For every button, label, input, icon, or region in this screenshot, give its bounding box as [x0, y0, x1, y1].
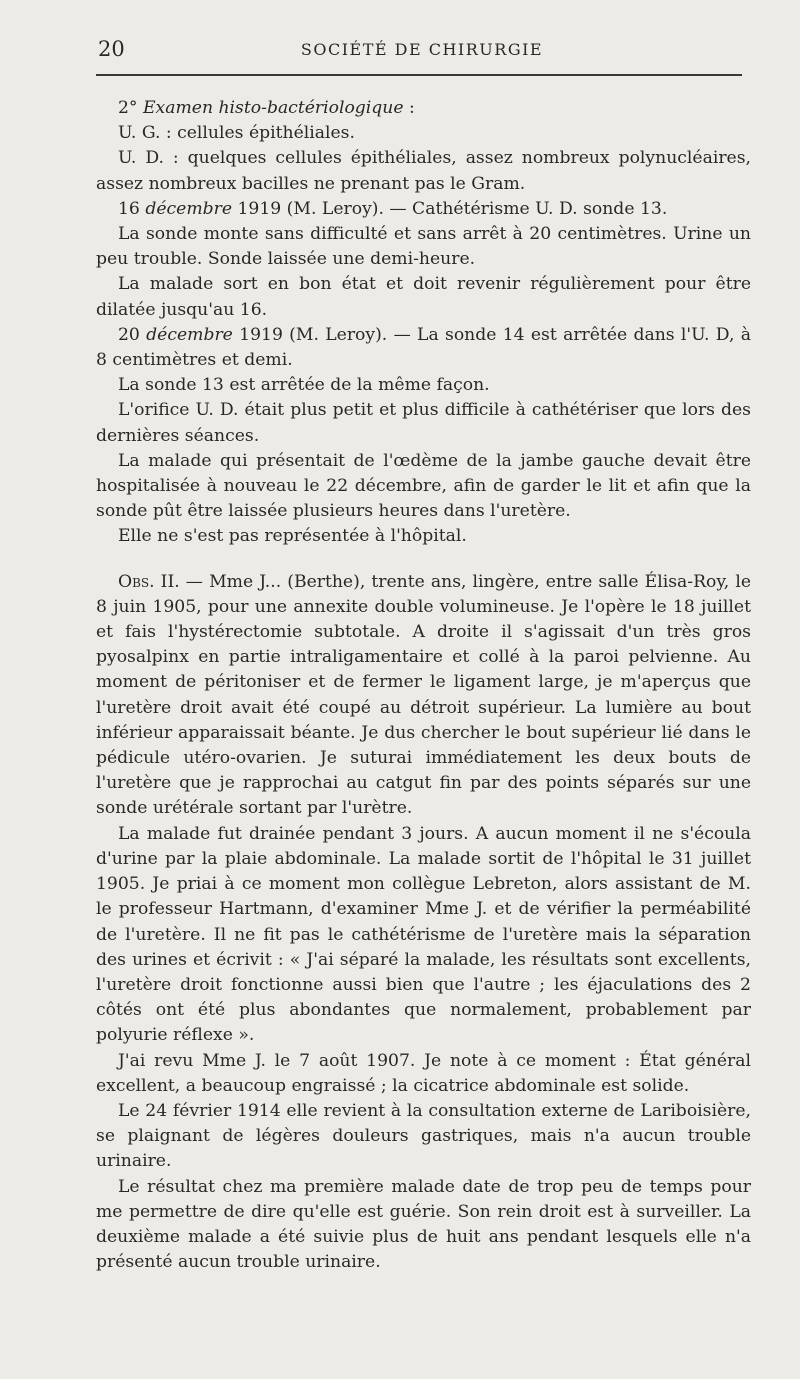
paragraph: La sonde 13 est arrêtée de la même façon. — [118, 375, 490, 396]
paragraph: L'orifice U. D. était plus petit et plus difficile à cathétériser que lors des dernières séances. — [96, 400, 751, 446]
paragraph: Le 24 février 1914 elle revient à la consultation externe de Lariboisière, se plaignant de légères douleurs gastriques, mais n'a aucun trouble urinaire. — [96, 1100, 751, 1172]
observation-label: Obs. II. — [118, 571, 180, 592]
paragraph: U. D. : quelques cellules épithéliales, assez nombreux polynucléaires, assez nombreux bacilles ne prenant pas le Gram. — [96, 148, 751, 194]
section-gap — [96, 550, 751, 570]
paragraph: Le résultat chez ma première malade date de trop peu de temps pour me permettre de dire qu'elle est guérie. Son rein droit est à surveiller. La deuxième malade a été suivie plus de huit ans pendant lesquels elle n'a présenté aucun trouble urinaire. — [96, 1176, 751, 1273]
paragraph: 16 décembre 1919 (M. Leroy). — Cathétérisme U. D. sonde 13. — [118, 198, 668, 219]
paragraph: La malade sort en bon état et doit revenir régulièrement pour être dilatée jusqu'au 16. — [96, 274, 751, 320]
paragraph: Elle ne s'est pas représentée à l'hôpital. — [118, 526, 467, 547]
paragraph: 20 décembre 1919 (M. Leroy). — La sonde 14 est arrêtée dans l'U. D, à 8 centimètres et demi. — [96, 324, 751, 371]
paragraph: J'ai revu Mme J. le 7 août 1907. Je note à ce moment : État général excellent, a beaucoup engraissé ; la cicatrice abdominale est solide. — [96, 1050, 751, 1096]
running-title: SOCIÉTÉ DE CHIRURGIE — [300, 40, 544, 59]
page-number: 20 — [98, 37, 125, 61]
paragraph: La malade qui présentait de l'œdème de la jambe gauche devait être hospitalisée à nouveau le 22 décembre, afin de garder le lit et afin que la sonde pût être laissée plusieurs heures dans l'uretère. — [96, 450, 751, 522]
paragraph: La malade fut drainée pendant 3 jours. A aucun moment il ne s'écoula d'urine par la plaie abdominale. La malade sortit de l'hôpital le 31 juillet 1905. Je priai à ce moment mon collègue Lebreton, alors assistant de M. le professeur Hartmann, d'examiner Mme J. et de vérifier la perméabilité de l'uretère. Il ne fit pas le cathétérisme de l'uretère mais la séparation des urines et écrivit : « J'ai séparé la malade, les résultats sont excellents, l'uretère droit fonctionne aussi bien que l'autre ; les éjaculations des 2 côtés ont été plus abondantes que normalement, probablement par polyurie réflexe ». — [96, 823, 751, 1046]
header-rule — [96, 74, 742, 76]
observation-paragraph: Obs. II. — Mme J... (Berthe), trente ans, lingère, entre salle Élisa-Roy, le 8 juin 1905, pour une annexite double volumineuse. Je l'opère le 18 juillet et fais l'hystérectomie subtotale. A droite il s'agissait d'un très gros pyosalpinx en partie intraligamentaire et collé à la paroi pelvienne. Au moment de péritoniser et de fermer le ligament large, je m'aperçus que l'uretère droit avait été coupé au détroit supérieur. La lumière au bout inférieur apparaissait béante. Je dus chercher le bout supérieur lié dans le pédicule utéro-ovarien. Je suturai immédiatement les deux bouts de l'uretère que je rapprochai au catgut fin par des points séparés sur une sonde urétérale sortant par l'urètre. — [96, 571, 751, 819]
body-text — [96, 96, 751, 1275]
page-header — [92, 36, 752, 66]
paragraph: 2° Examen histo-bactériologique : — [118, 98, 415, 118]
paragraph: U. G. : cellules épithéliales. — [118, 123, 355, 144]
paragraph: La sonde monte sans difficulté et sans arrêt à 20 centimètres. Urine un peu trouble. Sonde laissée une demi-heure. — [96, 224, 751, 270]
